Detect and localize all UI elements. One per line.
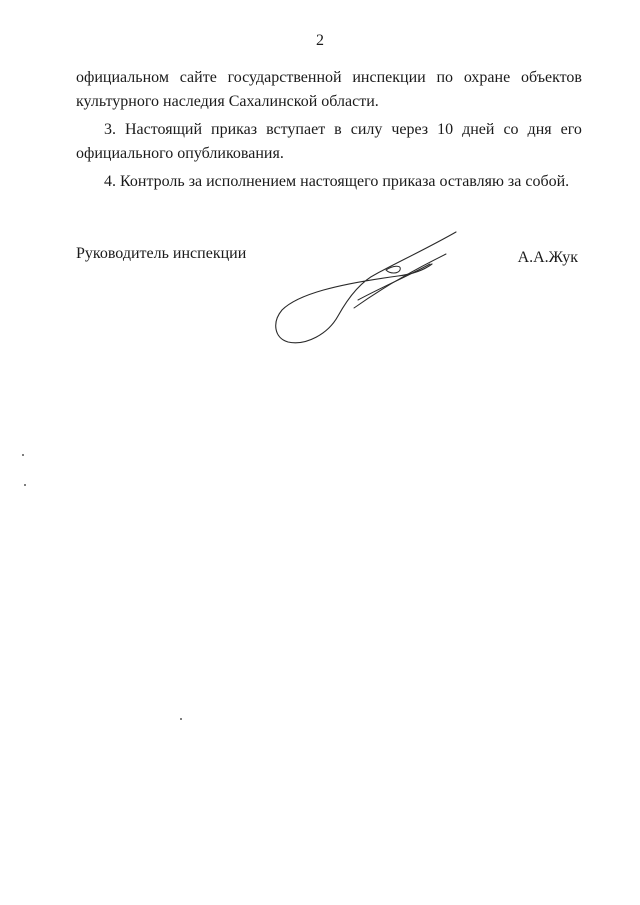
- word: сайте: [179, 69, 217, 86]
- signatory-role: Руководитель инспекции: [76, 245, 247, 262]
- paragraph-2-line-1: [104, 120, 582, 140]
- word: со: [503, 121, 519, 138]
- word: Настоящий: [124, 121, 203, 138]
- word: по: [436, 69, 454, 86]
- paragraph-1-line-1: [76, 68, 582, 88]
- word: государственной: [227, 69, 342, 86]
- page-number: 2: [316, 32, 324, 49]
- word: официальном: [76, 69, 169, 86]
- word: вступает: [266, 121, 326, 138]
- word: приказ: [211, 121, 258, 138]
- word: 10: [437, 121, 454, 138]
- paragraph-3-line-1: 4. Контроль за исполнением настоящего приказа оставляю за собой.: [104, 173, 570, 190]
- word: в: [334, 121, 342, 138]
- word: через: [391, 121, 429, 138]
- signatory-name: А.А.Жук: [517, 249, 578, 266]
- scan-speck: [22, 454, 24, 456]
- word: объектов: [520, 69, 582, 86]
- scan-speck: [180, 718, 182, 720]
- handwritten-signature-icon: [268, 226, 464, 348]
- paragraph-2-line-2: официального опубликования.: [76, 145, 284, 162]
- word: 3.: [104, 121, 116, 138]
- word: дня: [527, 121, 552, 138]
- word: его: [560, 121, 582, 138]
- word: силу: [350, 121, 383, 138]
- scan-speck: [24, 484, 26, 486]
- word: инспекции: [352, 69, 426, 86]
- word: дней: [462, 121, 495, 138]
- word: охране: [463, 69, 511, 86]
- paragraph-1-line-2: культурного наследия Сахалинской области.: [76, 93, 379, 110]
